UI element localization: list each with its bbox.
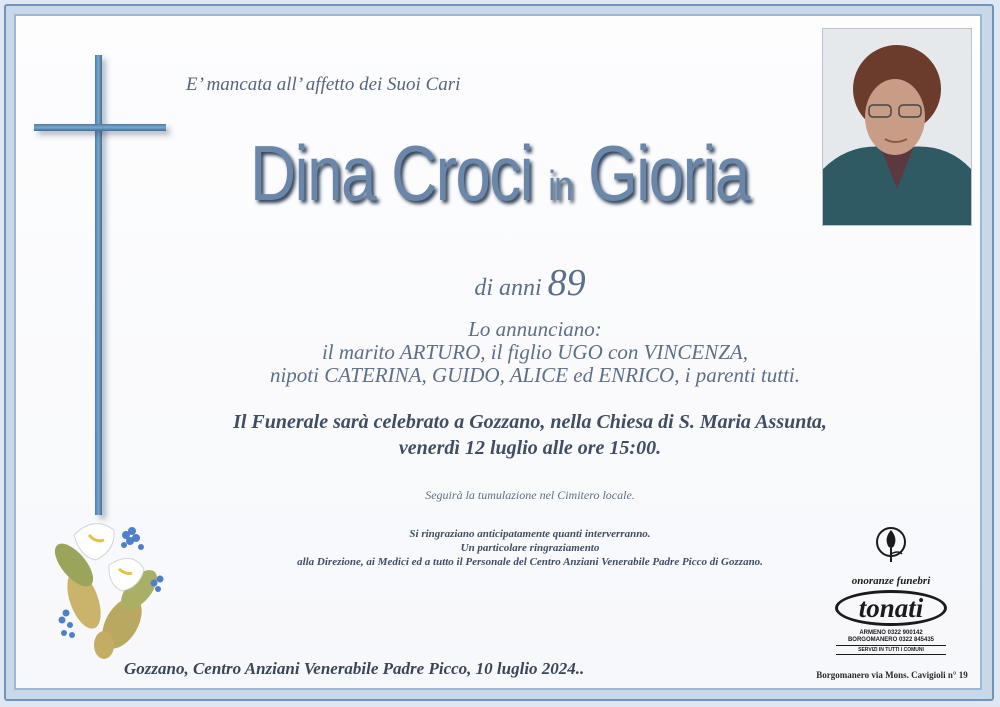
announce-line: nipoti CATERINA, GUIDO, ALICE ed ENRICO, i parenti tutti. — [269, 363, 801, 387]
place-date-footer: Gozzano, Centro Anziani Venerabile Padre Picco, 10 luglio 2024.. — [124, 659, 585, 678]
announce-line: Lo annunciano: — [468, 317, 602, 341]
name-part2: Gioria — [587, 129, 749, 217]
portrait-photo — [822, 28, 972, 226]
cross-icon-bar — [34, 124, 166, 131]
thanks-line: Un particolare ringraziamento — [460, 542, 600, 554]
phone-armeno: ARMENO 0322 900142 — [859, 630, 923, 636]
intro-text: E’ mancata all’ affetto dei Suoi Cari — [186, 74, 461, 95]
deceased-name-main — [250, 128, 749, 219]
logo-divider — [836, 654, 946, 655]
funeral-line: Il Funerale sarà celebrato a Gozzano, nella Chiesa di S. Maria Assunta, — [233, 411, 827, 433]
funeral-details — [130, 409, 930, 461]
funeral-home-subtitle: onoranze funebri — [851, 575, 931, 587]
lily-logo-icon — [874, 524, 908, 564]
thanks-line: Si ringraziano anticipatamente quanti interverranno. — [409, 528, 651, 540]
announce-line: il marito ARTURO, il figlio UGO con VINCENZA, — [321, 340, 749, 364]
burial-note: Seguirà la tumulazione nel Cimitero locale. — [425, 488, 635, 502]
name-in: in — [548, 162, 572, 209]
thanks-note — [130, 527, 930, 569]
deceased-name — [250, 128, 810, 219]
announcement — [130, 318, 940, 387]
age-value: 89 — [547, 262, 586, 304]
age-prefix: di anni — [474, 275, 542, 301]
funeral-home-address: Borgomanero via Mons. Cavigioli n° 19 — [816, 670, 968, 680]
funeral-home-logo — [828, 524, 954, 656]
funeral-home-phones — [828, 630, 954, 644]
name-part1: Dina Croci — [250, 129, 533, 217]
funeral-home-brand: tonati — [835, 590, 947, 626]
funeral-home-services: SERVIZI IN TUTTI I COMUNI — [858, 647, 924, 653]
phone-borgomanero: BORGOMANERO 0322 845435 — [847, 637, 935, 643]
logo-divider — [836, 645, 946, 646]
funeral-line: venerdì 12 luglio alle ore 15:00. — [398, 437, 662, 459]
age-line — [0, 261, 1000, 305]
thanks-line: alla Direzione, ai Medici ed a tutto il Personale del Centro Anziani Venerabile Padre Picco di Gozzano. — [297, 556, 763, 568]
